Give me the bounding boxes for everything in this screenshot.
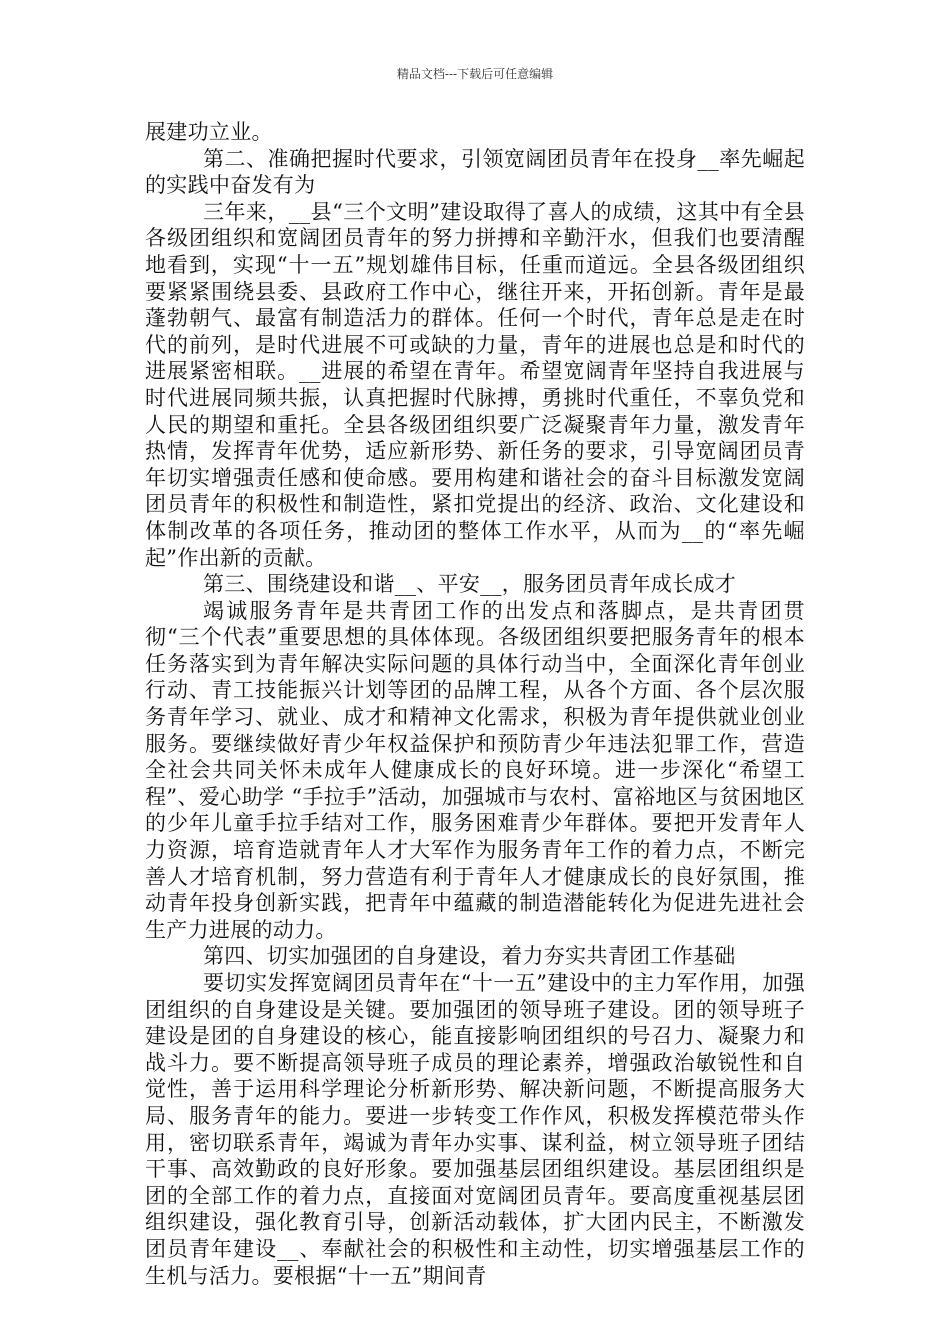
paragraph-section-2: 三年来，__县“三个文明”建设取得了喜人的成绩，这其中有全县各级团组织和宽阔团员青年的努力拼搏和辛勤汗水，但我们也要清醒地看到，实现“十一五”规划雄伟目标，任重而道远。全县各级团组织要紧紧围绕县委、县政府工作中心，继往开来，开拓创新。青年是最蓬勃朝气、最富有制造活力的群体。任何一个时代，青年总是走在时代的前列，是时代进展不可或缺的力量，青年的进展也总是和时代的进展紧密相联。__进展的希望在青年。希望宽阔青年坚持自我进展与时代进展同频共振，认真把握时代脉搏，勇挑时代重任，不辜负党和人民的期望和重托。全县各级团组织要广泛凝聚青年力量，激发青年热情，发挥青年优势，适应新形势、新任务的要求，引导宽阔团员青年切实增强责任感和使命感。要用构建和谐社会的奋斗目标激发宽阔团员青年的积极性和制造性，紧扣党提出的经济、政治、文化建设和体制改革的各项任务，推动团的整体工作水平，从而为__的“率先崛起”作出新的贡献。 (145, 199, 805, 570)
document-body (145, 119, 805, 1289)
paragraph-section-4: 要切实发挥宽阔团员青年在“十一五”建设中的主力军作用，加强团组织的自身建设是关键。要加强团的领导班子建设。团的领导班子建设是团的自身建设的核心，能直接影响团组织的号召力、凝聚力和战斗力。要不断提高领导班子成员的理论素养，增强政治敏锐性和自觉性，善于运用科学理论分析新形势、解决新问题，不断提高服务大局、服务青年的能力。要进一步转变工作作风，积极发挥模范带头作用，密切联系青年，竭诚为青年办实事、谋利益，树立领导班子团结干事、高效勤政的良好形象。要加强基层团组织建设。基层团组织是团的全部工作的着力点，直接面对宽阔团员青年。要高度重视基层团组织建设，强化教育引导，创新活动载体，扩大团内民主，不断激发团员青年建设__、奉献社会的积极性和主动性，切实增强基层工作的生机与活力。要根据“十一五”期间青 (145, 971, 805, 1288)
section-heading-4: 第四、切实加强团的自身建设，着力夯实共青团工作基础 (203, 944, 736, 969)
section-heading-2: 第二、准确把握时代要求，引领宽阔团员青年在投身__率先崛起的实践中奋发有为 (145, 146, 805, 198)
paragraph-section-3: 竭诚服务青年是共青团工作的出发点和落脚点，是共青团贯彻“三个代表”重要思想的具体体现。各级团组织要把服务青年的根本任务落实到为青年解决实际问题的具体行动当中，全面深化青年创业行动、青工技能振兴计划等团的品牌工程，从各个方面、各个层次服务青年学习、就业、成才和精神文化需求，积极为青年提供就业创业服务。要继续做好青少年权益保护和预防青少年违法犯罪工作，营造全社会共同关怀未成年人健康成长的良好环境。进一步深化“希望工程”、爱心助学 “手拉手”活动，加强城市与农村、富裕地区与贫困地区的少年儿童手拉手结对工作，服务困难青少年群体。要把开发青年人力资源，培育造就青年人才大军作为服务青年工作的着力点，不断完善人才培育机制，努力营造有利于青年人才健康成长的良好氛围，推动青年投身创新实践，把青年中蕴藏的制造潜能转化为促进先进社会生产力进展的动力。 (145, 598, 805, 942)
paragraph-continuation: 展建功立业。 (145, 120, 273, 144)
section-heading-3: 第三、围绕建设和谐__、平安__，服务团员青年成长成才 (203, 572, 737, 597)
page-header-note: 精品文档---下载后可任意编辑 (396, 67, 554, 81)
